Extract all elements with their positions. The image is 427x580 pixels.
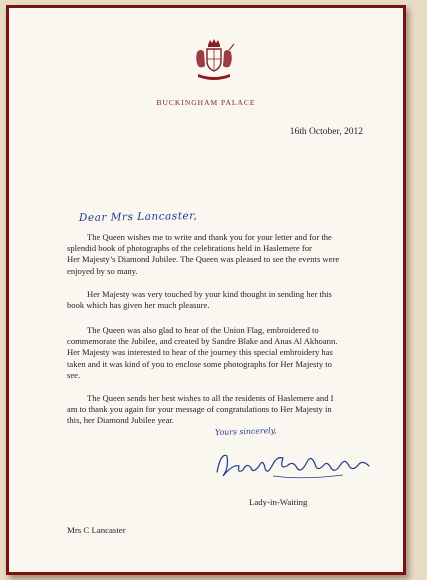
paragraph-line: taken and it was kind of you to enclose some photographs for Her Majesty to	[67, 358, 332, 369]
sender-title: Lady-in-Waiting	[249, 497, 308, 507]
paragraph-line: enjoyed by so many.	[67, 265, 138, 276]
paragraph-line: commemorate the Jubilee, and created by Sandre Blake and Anas Al Akhoann.	[67, 336, 338, 347]
paragraph-line: book which has given her much pleasure.	[67, 300, 210, 311]
paragraph-line: The Queen wishes me to write and thank you for your letter and for the	[87, 232, 332, 242]
handwritten-signature	[213, 446, 373, 484]
paragraph-line: see.	[67, 369, 81, 380]
paragraph-line: am to thank you again for your message of congratulations to Her Majesty in	[67, 404, 332, 415]
paragraph-line: The Queen was also glad to hear of the Union Flag, embroidered to	[87, 325, 319, 335]
salutation: Dear Mrs Lancaster,	[78, 209, 198, 225]
paragraph-line: Her Majesty was very touched by your kind thought in sending her this	[87, 289, 332, 299]
paragraph-1	[67, 232, 379, 277]
sign-off: Yours sincerely,	[214, 425, 277, 438]
letter-page	[6, 5, 406, 575]
paragraph-3	[67, 325, 379, 381]
paragraph-line: this, her Diamond Jubilee year.	[67, 415, 174, 426]
paragraph-line: The Queen sends her best wishes to all the residents of Haslemere and I	[87, 393, 334, 403]
letterhead: BUCKINGHAM PALACE	[156, 98, 256, 107]
paragraph-line: Her Majesty was interested to hear of the journey this special embroidery has	[67, 347, 333, 358]
royal-coat-of-arms-icon	[189, 36, 239, 86]
letter-date: 16th October, 2012	[289, 127, 363, 137]
paragraph-2	[67, 289, 379, 311]
paragraph-line: splendid book of photographs of the celebrations held in Haslemere for	[67, 243, 312, 254]
paragraph-line: Her Majesty’s Diamond Jubilee. The Queen was pleased to see the events were	[67, 254, 340, 265]
recipient-name: Mrs C Lancaster	[67, 525, 126, 535]
paragraph-4	[67, 393, 379, 427]
